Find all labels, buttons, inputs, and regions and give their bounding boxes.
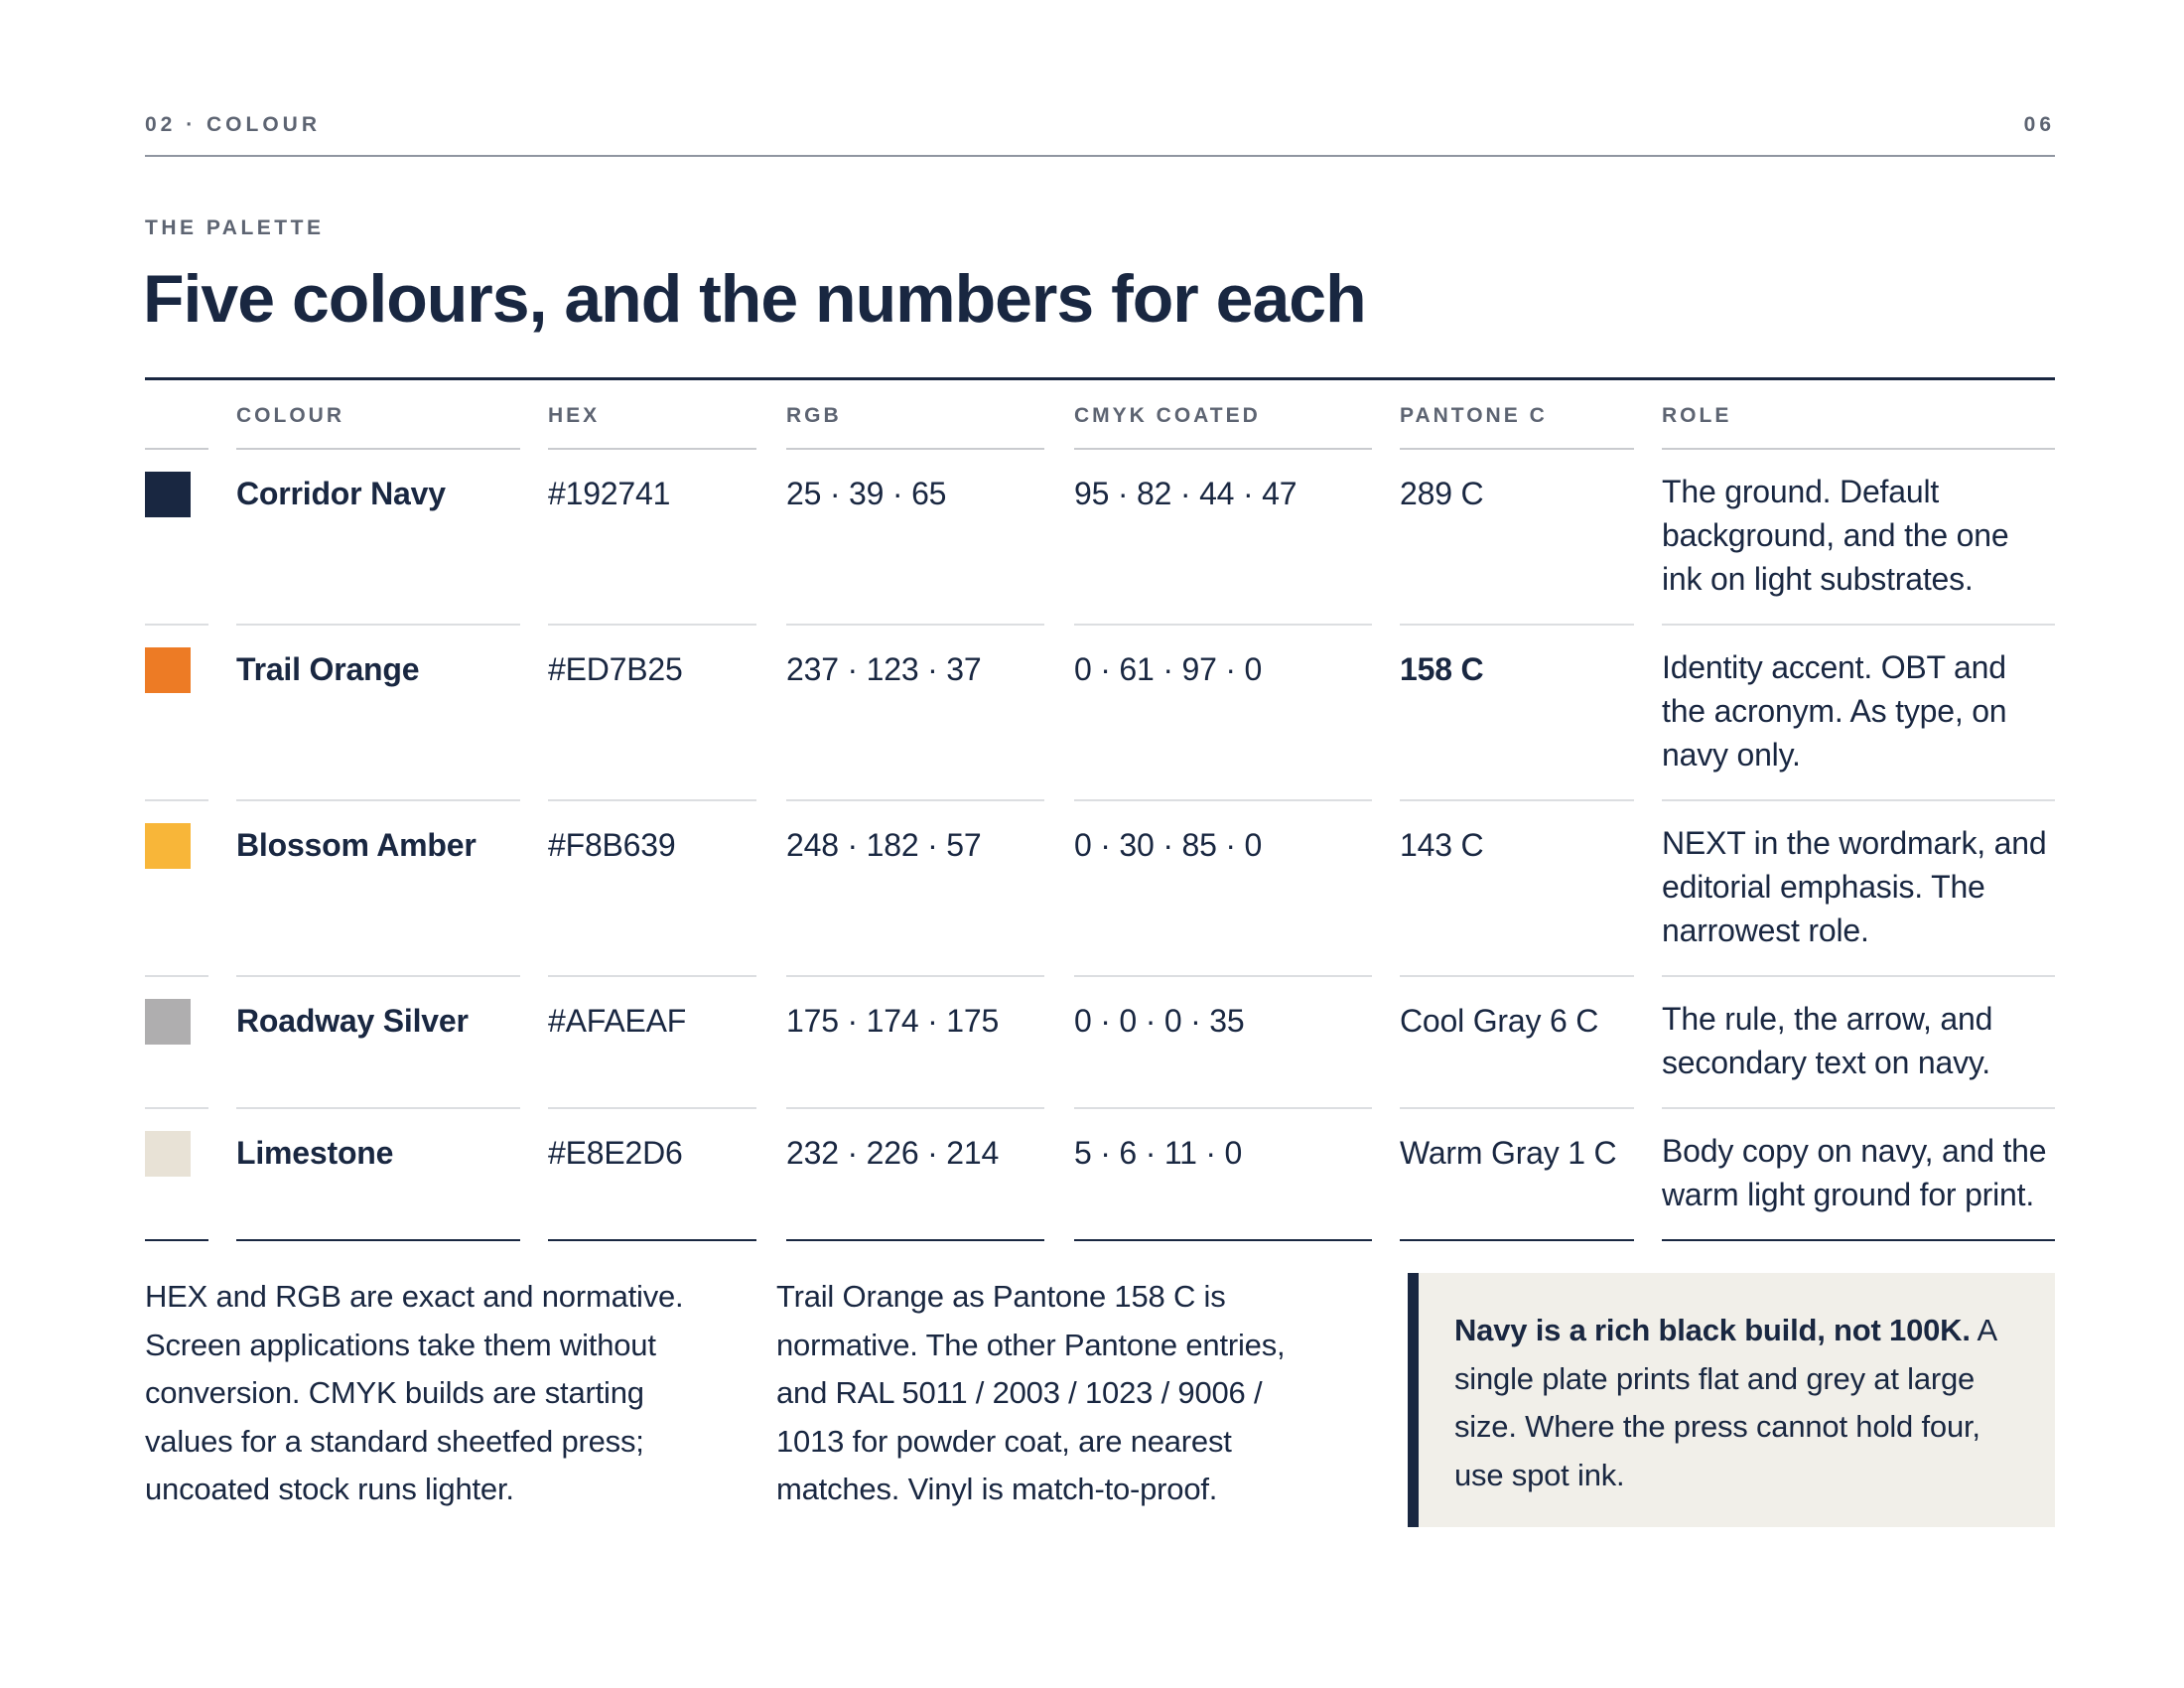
callout-lead: Navy is a rich black build, not 100K. [1454,1313,1971,1347]
header-cmyk: CMYK COATED [1074,380,1372,450]
eyebrow: THE PALETTE [145,216,325,239]
page-number: 06 [2023,113,2055,136]
table-row [145,1109,2055,1241]
colour-name: Limestone [236,1109,520,1241]
running-head [145,113,2055,157]
header-role: ROLE [1662,380,2055,450]
colour-swatch [145,1131,191,1177]
swatch-cell [145,977,208,1109]
header-pantone: PANTONE C [1400,380,1634,450]
swatch-cell [145,1109,208,1241]
swatch-cell [145,801,208,977]
colour-swatch [145,823,191,869]
rgb-value: 237 · 123 · 37 [786,626,1044,801]
role-text: NEXT in the wordmark, and editorial emphasis. The narrowest role. [1662,801,2055,977]
cmyk-value: 95 · 82 · 44 · 47 [1074,450,1372,626]
rgb-value: 25 · 39 · 65 [786,450,1044,626]
callout-rich-black [1408,1273,2055,1527]
table-header-row [145,380,2055,450]
rgb-value: 248 · 182 · 57 [786,801,1044,977]
hex-value: #192741 [548,450,756,626]
pantone-value: 289 C [1400,450,1634,626]
colour-name: Trail Orange [236,626,520,801]
colour-swatch [145,472,191,517]
section-label: 02 · COLOUR [145,113,322,136]
rgb-value: 232 · 226 · 214 [786,1109,1044,1241]
colour-name: Corridor Navy [236,450,520,626]
hex-value: #F8B639 [548,801,756,977]
hex-value: #ED7B25 [548,626,756,801]
palette-table [145,377,2055,1241]
colour-name: Blossom Amber [236,801,520,977]
pantone-value: 143 C [1400,801,1634,977]
role-text: Body copy on navy, and the warm light ground for print. [1662,1109,2055,1241]
table-row [145,801,2055,977]
callout-body: A single plate prints flat and grey at large size. Where the press cannot hold four, use spot ink. [1454,1313,1996,1492]
colour-name: Roadway Silver [236,977,520,1109]
colour-swatch [145,647,191,693]
table-row [145,626,2055,801]
swatch-cell [145,626,208,801]
hex-value: #E8E2D6 [548,1109,756,1241]
table-row [145,450,2055,626]
pantone-value: 158 C [1400,626,1634,801]
cmyk-value: 0 · 0 · 0 · 35 [1074,977,1372,1109]
cmyk-value: 0 · 61 · 97 · 0 [1074,626,1372,801]
cmyk-value: 5 · 6 · 11 · 0 [1074,1109,1372,1241]
table-row [145,977,2055,1109]
role-text: Identity accent. OBT and the acronym. As type, on navy only. [1662,626,2055,801]
hex-value: #AFAEAF [548,977,756,1109]
pantone-value: Cool Gray 6 C [1400,977,1634,1109]
header-swatch [145,380,208,450]
rgb-value: 175 · 174 · 175 [786,977,1044,1109]
swatch-cell [145,450,208,626]
header-rgb: RGB [786,380,1044,450]
cmyk-value: 0 · 30 · 85 · 0 [1074,801,1372,977]
header-colour: COLOUR [236,380,520,450]
note-screen-values: HEX and RGB are exact and normative. Screen applications take them without conversion. CMYK builds are starting values for a standard sheetfed press; uncoated stock runs lighter. [145,1279,684,1506]
header-hex: HEX [548,380,756,450]
page-title: Five colours, and the numbers for each [143,261,1366,337]
note-pantone-matches: Trail Orange as Pantone 158 C is normative. The other Pantone entries, and RAL 5011 / 2003 / 1023 / 9006 / 1013 for powder coat, are nearest matches. Vinyl is match-to-proof. [776,1279,1286,1506]
role-text: The ground. Default background, and the one ink on light substrates. [1662,450,2055,626]
pantone-value: Warm Gray 1 C [1400,1109,1634,1241]
role-text: The rule, the arrow, and secondary text on navy. [1662,977,2055,1109]
colour-swatch [145,999,191,1045]
